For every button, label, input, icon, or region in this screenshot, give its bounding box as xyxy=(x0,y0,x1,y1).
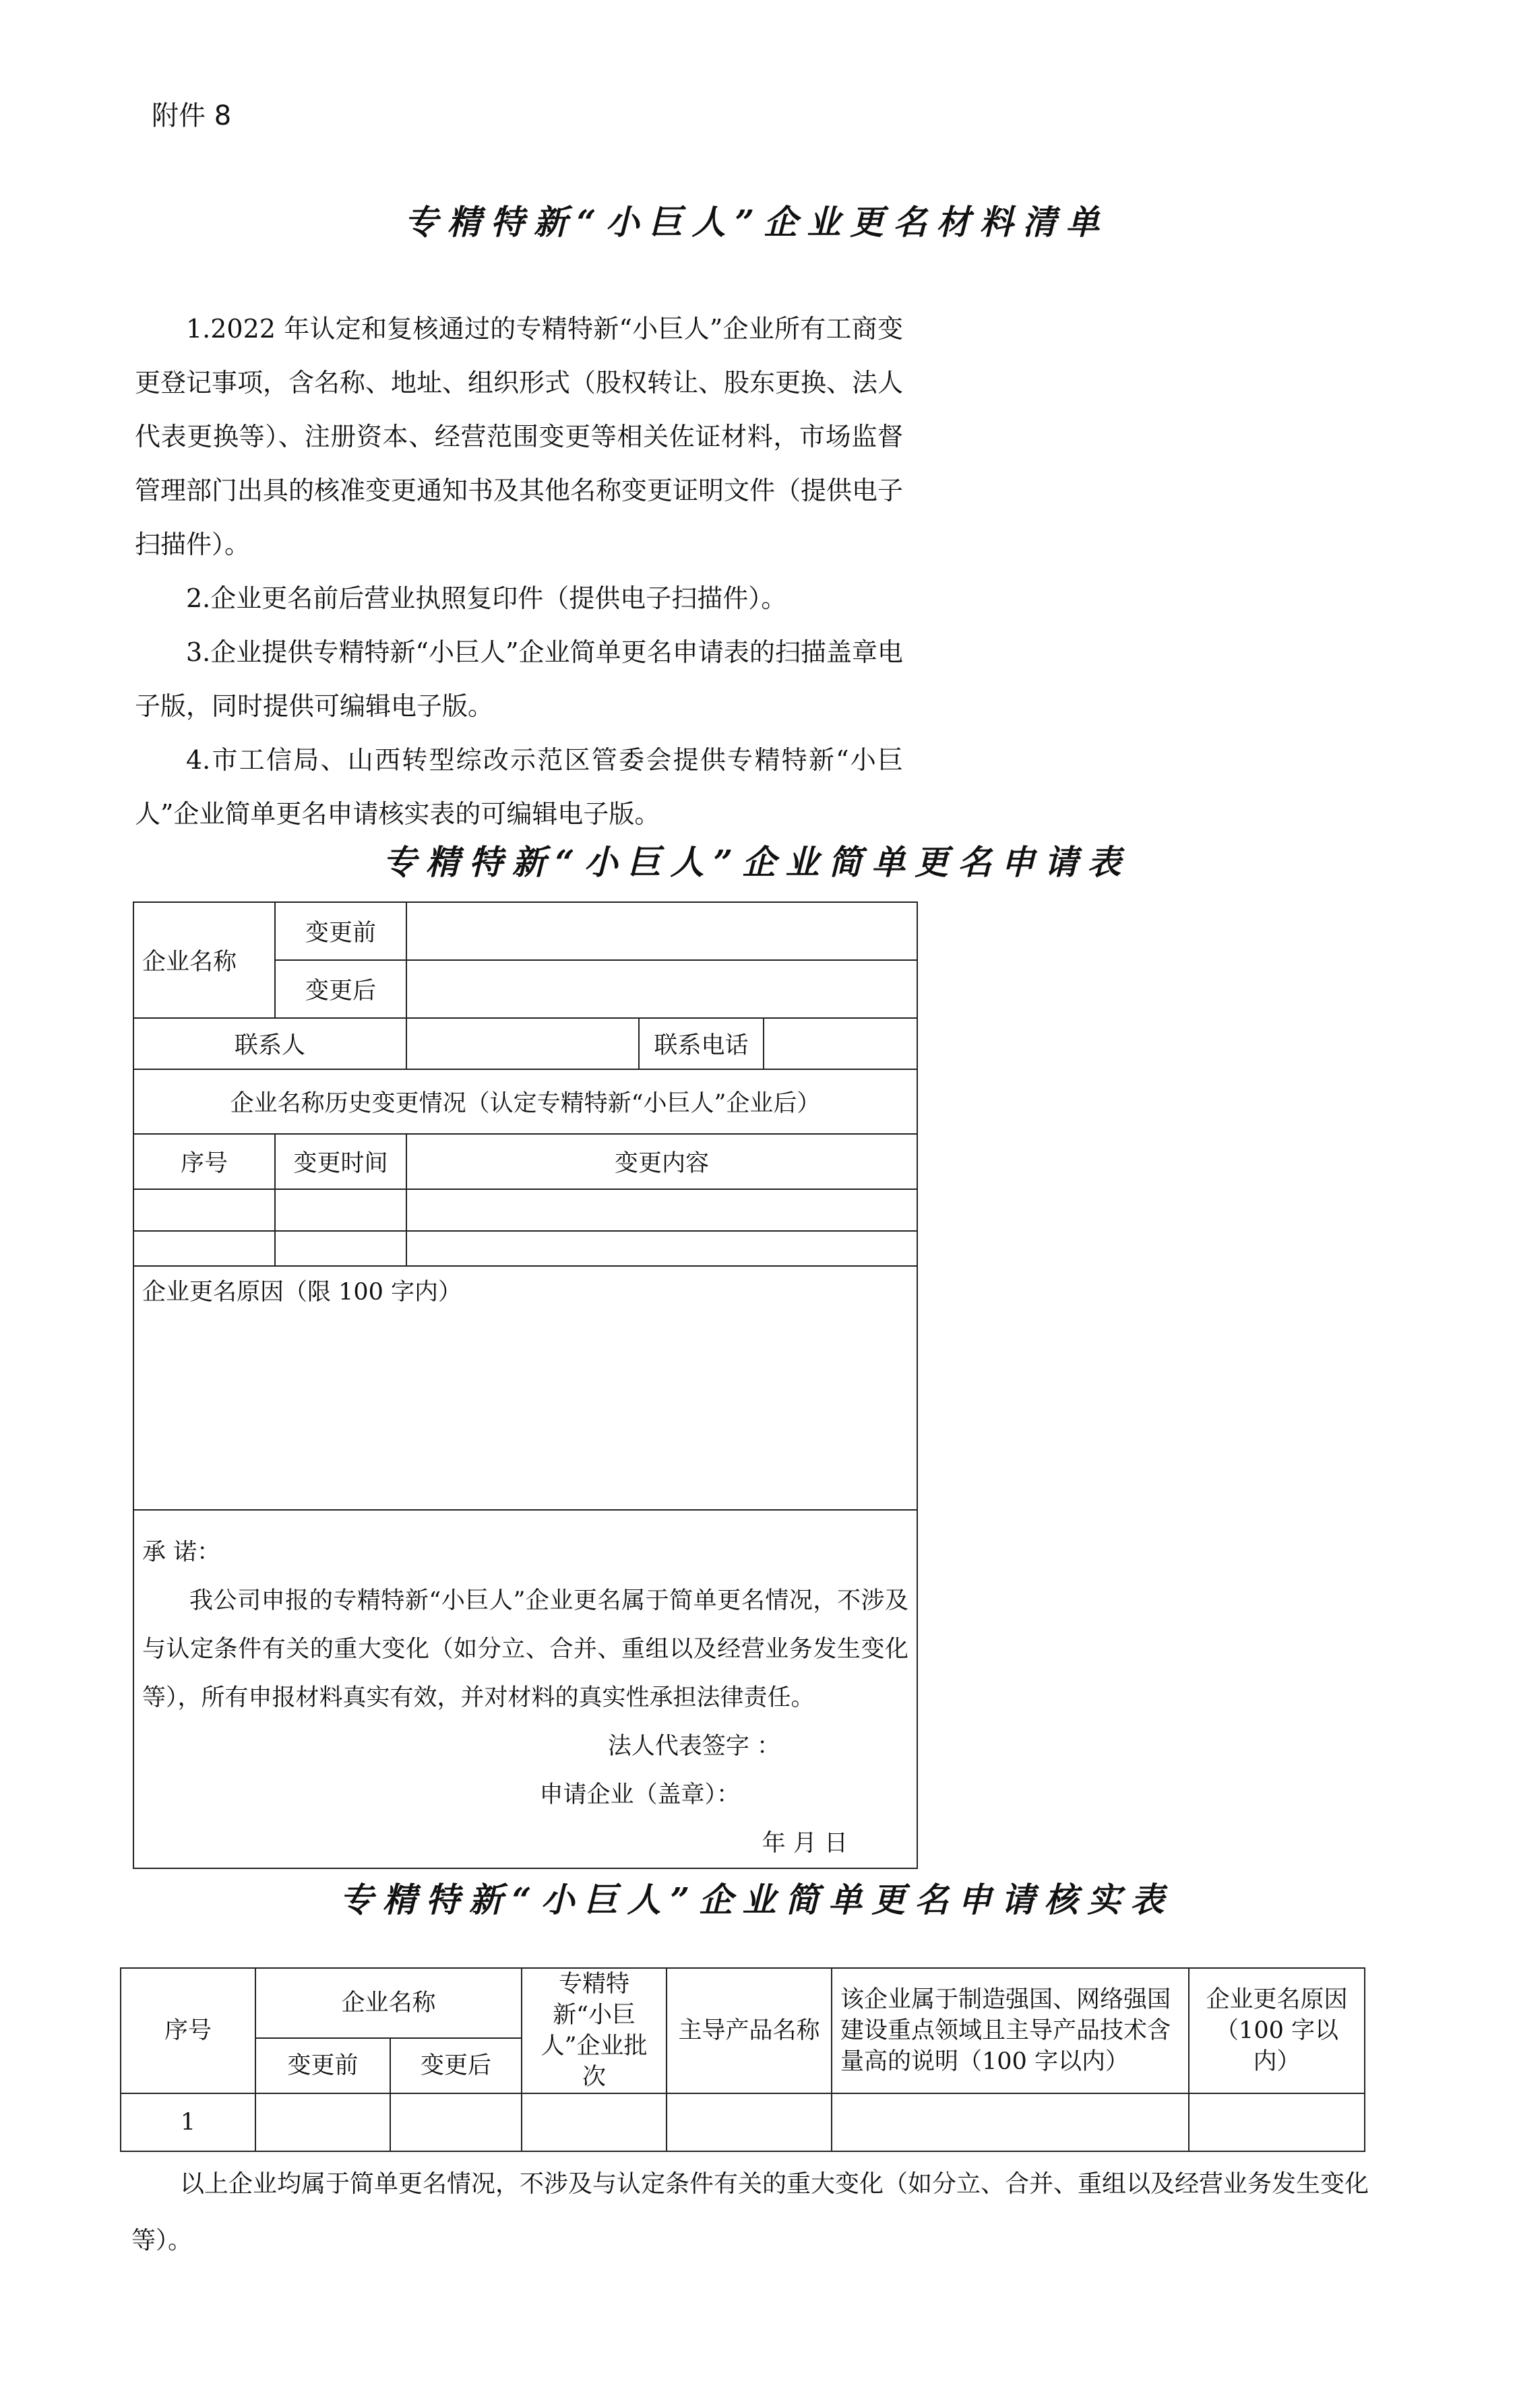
verify-after-header: 变更后 xyxy=(390,2038,522,2093)
verify-company-header: 企业名称 xyxy=(255,1968,522,2038)
material-list-title: 专精特新“小巨人”企业更名材料清单 xyxy=(404,202,1109,242)
after-label: 变更后 xyxy=(275,960,406,1018)
verify-product-header: 主导产品名称 xyxy=(667,1968,832,2093)
verify-before-cell[interactable] xyxy=(255,2093,390,2151)
verify-form xyxy=(120,1967,1365,2152)
company-name-label: 企业名称 xyxy=(133,902,275,1018)
verify-reason-cell[interactable] xyxy=(1189,2093,1365,2151)
change-time-header: 变更时间 xyxy=(275,1134,406,1189)
history-content-cell[interactable] xyxy=(406,1231,917,1266)
verify-row-seq: 1 xyxy=(121,2093,255,2151)
verify-before-header: 变更前 xyxy=(255,2038,390,2093)
application-form xyxy=(133,901,918,1869)
before-name-field[interactable] xyxy=(406,902,917,960)
history-content-cell[interactable] xyxy=(406,1189,917,1231)
footnote-text: 以上企业均属于简单更名情况，不涉及与认定条件有关的重大变化（如分立、合并、重组以及经营业务发生变化等）。 xyxy=(131,2170,1369,2254)
list-item: 4.市工信局、山西转型综改示范区管委会提供专精特新“小巨人”企业简单更名申请核实表的可编辑电子版。 xyxy=(135,745,903,829)
promise-text: 我公司申报的专精特新“小巨人”企业更名属于简单更名情况，不涉及与认定条件有关的重大变化（如分立、合并、重组以及经营业务发生变化等），所有申报材料真实有效，并对材料的真实性承担法律责任。 xyxy=(142,1587,909,1711)
attachment-label: 附件 8 xyxy=(152,100,232,131)
verify-batch-header: 专精特新“小巨人”企业批次 xyxy=(522,1968,667,2093)
after-name-field[interactable] xyxy=(406,960,917,1018)
list-item: 2.企业更名前后营业执照复印件（提供电子扫描件）。 xyxy=(186,583,787,613)
history-seq-cell[interactable] xyxy=(133,1189,275,1231)
application-form-title: 专精特新“小巨人”企业简单更名申请表 xyxy=(382,842,1131,882)
verify-seq-header: 序号 xyxy=(121,1968,255,2093)
contact-field[interactable] xyxy=(406,1018,639,1069)
before-label: 变更前 xyxy=(275,902,406,960)
date-label: 年 月 日 xyxy=(762,1830,848,1857)
verify-reason-header: 企业更名原因（100 字以内） xyxy=(1189,1968,1365,2093)
list-item: 1.2022 年认定和复核通过的专精特新“小巨人”企业所有工商变更登记事项，含名称、地址、组织形式（股权转让、股东更换、法人代表更换等）、注册资本、经营范围变更等相关佐证材料，市场监督管理部门出具的核准变更通知书及其他名称变更证明文件（提供电子扫描件）。 xyxy=(135,314,904,559)
material-list xyxy=(135,302,903,841)
list-item: 3.企业提供专精特新“小巨人”企业简单更名申请表的扫描盖章电子版，同时提供可编辑电子版。 xyxy=(135,637,903,721)
promise-cell xyxy=(133,1510,917,1868)
history-heading: 企业名称历史变更情况（认定专精特新“小巨人”企业后） xyxy=(133,1069,917,1134)
phone-field[interactable] xyxy=(764,1018,917,1069)
verify-desc-cell[interactable] xyxy=(832,2093,1189,2151)
reason-label: 企业更名原因（限 100 字内） xyxy=(142,1279,462,1306)
verify-batch-cell[interactable] xyxy=(522,2093,667,2151)
phone-label: 联系电话 xyxy=(639,1018,764,1069)
footnote xyxy=(131,2156,1392,2269)
verify-desc-header: 该企业属于制造强国、网络强国建设重点领域且主导产品技术含量高的说明（100 字以内） xyxy=(832,1968,1189,2093)
contact-label: 联系人 xyxy=(133,1018,406,1069)
history-time-cell[interactable] xyxy=(275,1189,406,1231)
reason-cell[interactable] xyxy=(133,1266,917,1510)
history-seq-cell[interactable] xyxy=(133,1231,275,1266)
applicant-seal-label: 申请企业（盖章）： xyxy=(539,1781,741,1808)
verify-product-cell[interactable] xyxy=(667,2093,832,2151)
change-content-header: 变更内容 xyxy=(406,1134,917,1189)
legal-sign-label: 法人代表签字 ： xyxy=(607,1733,781,1760)
verify-after-cell[interactable] xyxy=(390,2093,522,2151)
verify-form-title: 专精特新“小巨人”企业简单更名申请核实表 xyxy=(339,1880,1174,1920)
history-time-cell[interactable] xyxy=(275,1231,406,1266)
seq-header: 序号 xyxy=(133,1134,275,1189)
promise-title: 承 诺： xyxy=(142,1539,221,1566)
